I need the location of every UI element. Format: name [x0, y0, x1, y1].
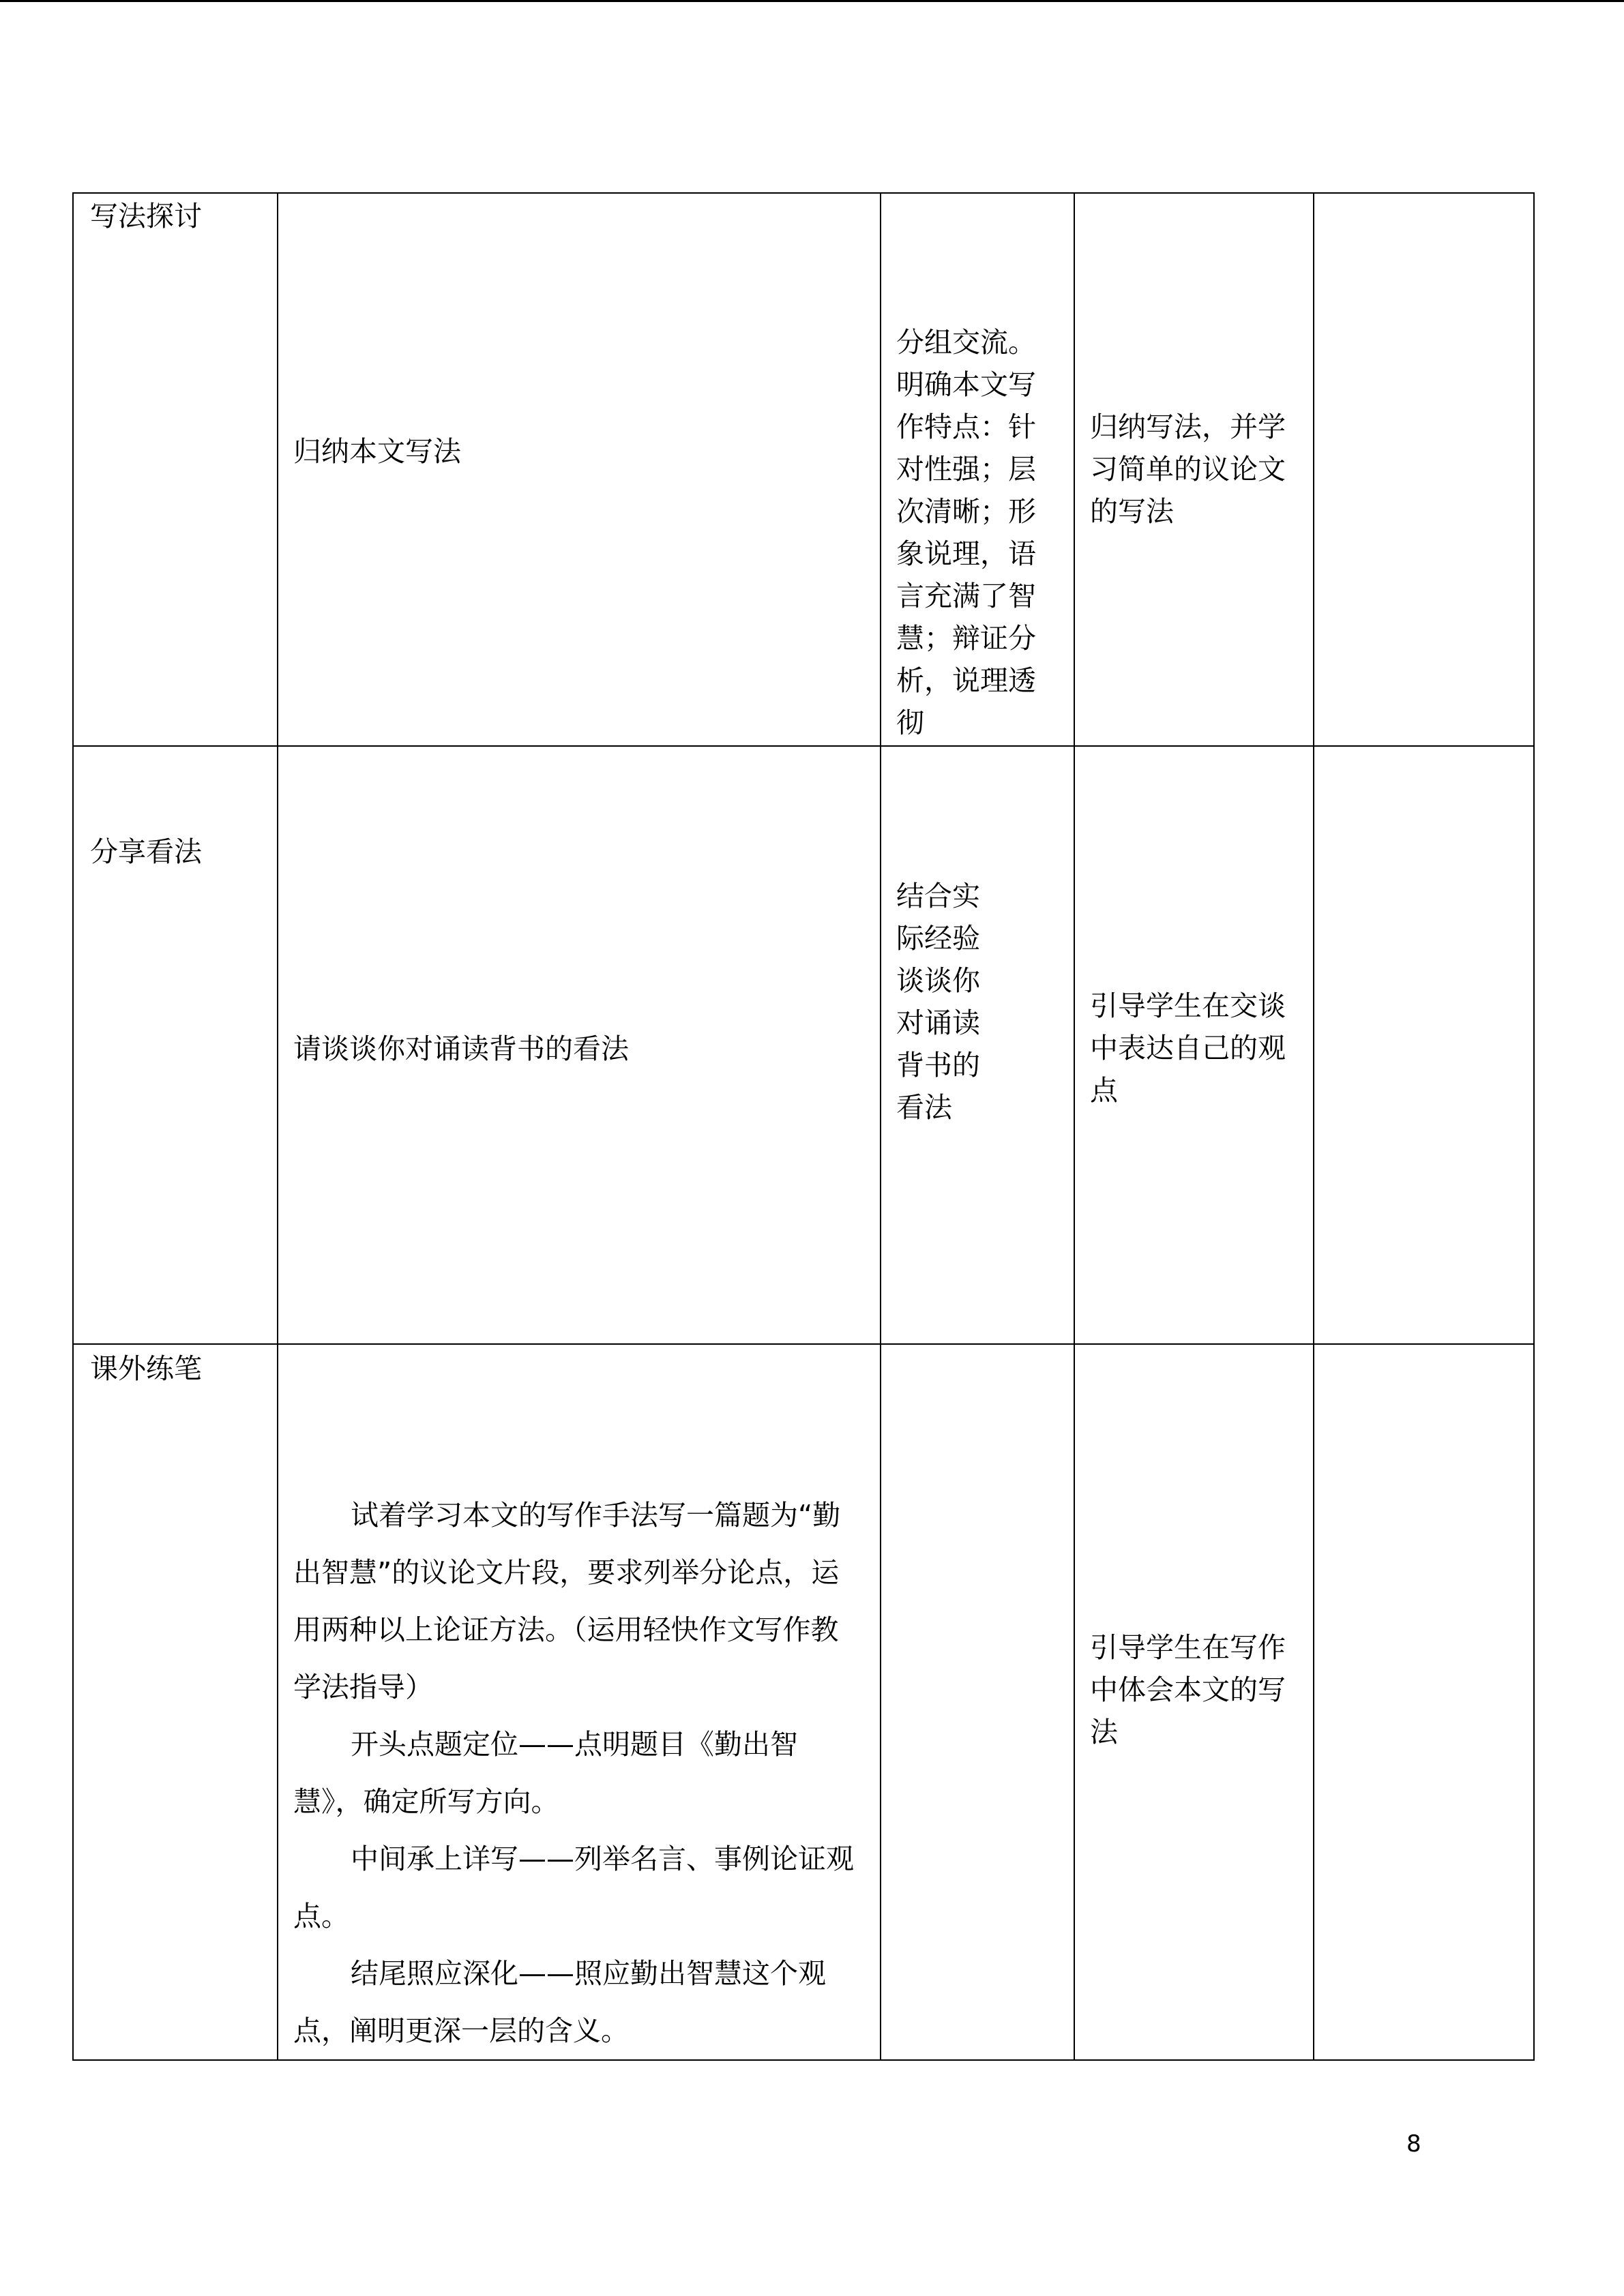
- section-cell: [73, 746, 278, 1344]
- teaching-content-cell: [278, 193, 881, 746]
- student-activity-text: 分组交流。 明确本文写 作特点：针 对性强；层 次清晰；形 象说理，语 言充满了智 慧；辩证分 析，说理透 彻: [896, 326, 1036, 739]
- design-intent-cell: [1074, 193, 1314, 746]
- note-cell: [1314, 1344, 1534, 2060]
- student-activity-text: 结合实 际经验 谈谈你 对诵读 背书的 看法: [896, 880, 980, 1124]
- note-cell: [1314, 746, 1534, 1344]
- design-intent-text: 引导学生在写作 中体会本文的写 法: [1090, 1631, 1286, 1748]
- teaching-content-text: 试着学习本文的写作手法写一篇题为“勤 出智慧”的议论文片段，要求列举分论点，运 用两种以上论证方法。（运用轻快作文写作教 学法指导） 开头点题定位——点明题目《勤出智 慧》，确定所写方向。 中间承上详写——列举名言、事例论证观 点。 结尾照应深化——照应勤出智慧这个观 点，阐明更深一层的含义。: [293, 1499, 854, 2047]
- teaching-content-text: 归纳本文写法: [293, 435, 461, 468]
- section-label: 分享看法: [90, 835, 202, 868]
- teaching-content-cell: [278, 746, 881, 1344]
- design-intent-text: 归纳写法，并学 习简单的议论文 的写法: [1090, 411, 1286, 528]
- page-top-border: [0, 0, 1624, 2]
- section-cell: [73, 1344, 278, 2060]
- note-cell: [1314, 193, 1534, 746]
- design-intent-cell: [1074, 746, 1314, 1344]
- teaching-content-cell: [278, 1344, 881, 2060]
- design-intent-text: 引导学生在交谈 中表达自己的观 点: [1090, 989, 1286, 1107]
- table-row-writing-practice: [73, 1344, 1534, 2060]
- student-activity-cell: [881, 1344, 1074, 2060]
- design-intent-cell: [1074, 1344, 1314, 2060]
- section-label: 课外练笔: [90, 1352, 202, 1385]
- table-row-share-views: [73, 746, 1534, 1344]
- section-cell: [73, 193, 278, 746]
- student-activity-cell: [881, 746, 1074, 1344]
- page-number: 8: [1406, 2130, 1421, 2158]
- lesson-plan-table: [72, 192, 1535, 2061]
- table-row-writing-method: [73, 193, 1534, 746]
- student-activity-cell: [881, 193, 1074, 746]
- section-label: 写法探讨: [90, 200, 202, 233]
- teaching-content-text: 请谈谈你对诵读背书的看法: [293, 1032, 629, 1065]
